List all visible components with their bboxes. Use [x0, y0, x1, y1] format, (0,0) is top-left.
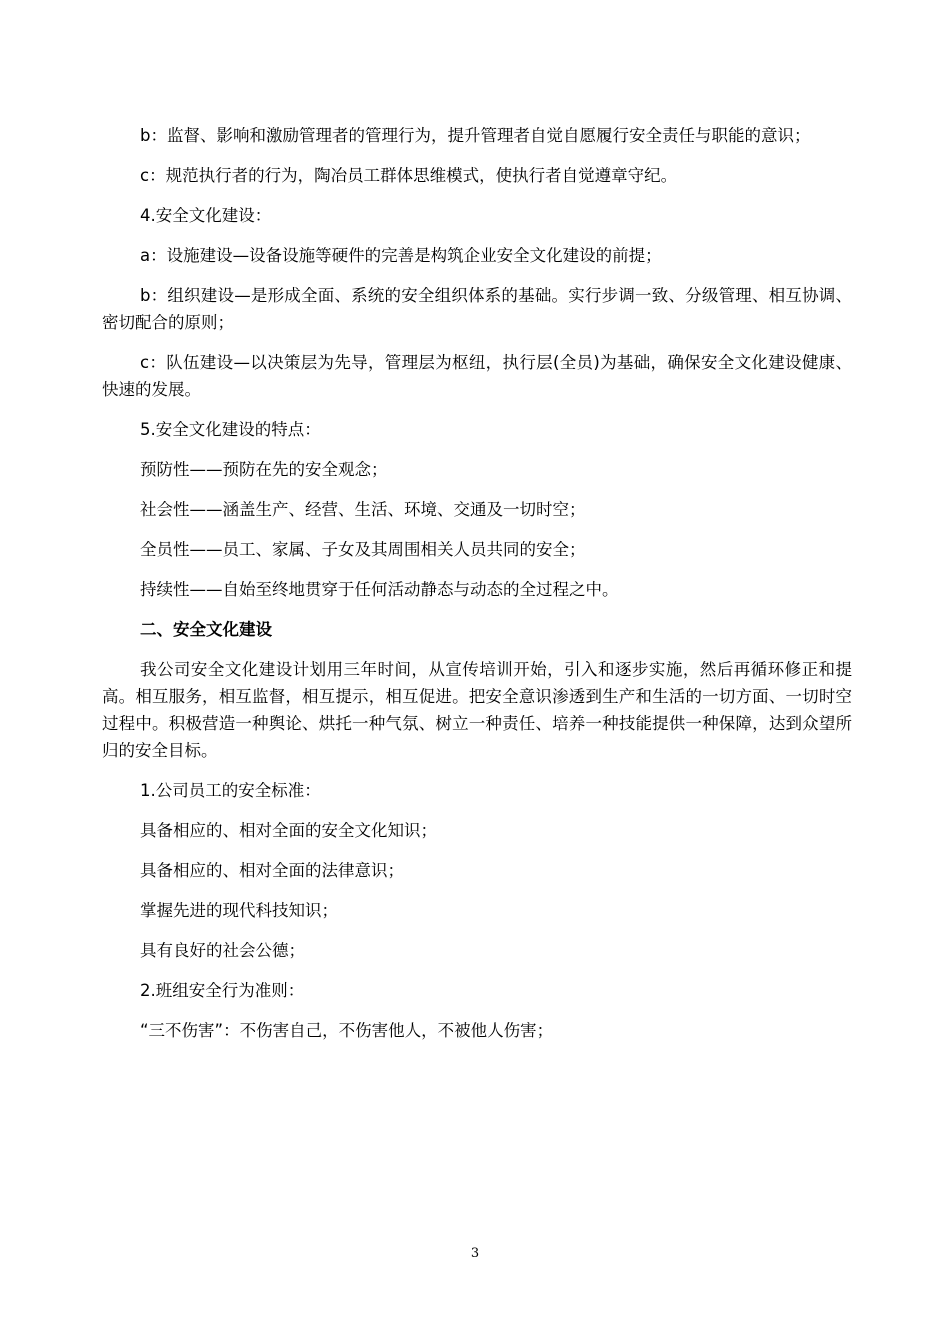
- paragraph-tech: 掌握先进的现代科技知识；: [140, 901, 338, 920]
- paragraph-knowledge: 具备相应的、相对全面的安全文化知识；: [140, 821, 437, 840]
- paragraph-c-regulate: c：规范执行者的行为，陶冶员工群体思维模式，使执行者自觉遵章守纪。: [140, 166, 678, 185]
- paragraph-b-supervise: b：监督、影响和激励管理者的管理行为，提升管理者自觉自愿履行安全责任与职能的意识；: [140, 126, 811, 145]
- paragraph-morality: 具有良好的社会公德；: [140, 941, 305, 960]
- paragraph-social: 社会性——涵盖生产、经营、生活、环境、交通及一切时空；: [140, 500, 586, 519]
- document-body: [102, 122, 852, 1057]
- paragraph-law: 具备相应的、相对全面的法律意识；: [140, 861, 404, 880]
- paragraph-three-no-harm: “三不伤害”：不伤害自己，不伤害他人，不被他人伤害；: [140, 1021, 554, 1040]
- paragraph-a-facility: a：设施建设—设备设施等硬件的完善是构筑企业安全文化建设的前提；: [140, 246, 662, 265]
- paragraph-continuity: 持续性——自始至终地贯穿于任何活动静态与动态的全过程之中。: [140, 580, 619, 599]
- paragraph-2-heading: 2.班组安全行为准则：: [140, 981, 305, 1000]
- paragraph-4-heading: 4.安全文化建设：: [140, 206, 272, 225]
- paragraph-prevention: 预防性——预防在先的安全观念；: [140, 460, 388, 479]
- paragraph-1-heading: 1.公司员工的安全标准：: [140, 781, 321, 800]
- section-heading: 二、安全文化建设: [140, 620, 272, 639]
- paragraph-5-heading: 5.安全文化建设的特点：: [140, 420, 321, 439]
- paragraph-c-team: c：队伍建设—以决策层为先导，管理层为枢纽，执行层(全员)为基础，确保安全文化建设健康、快速的发展。: [102, 353, 852, 399]
- page-number: 3: [470, 1246, 480, 1261]
- paragraph-plan: 我公司安全文化建设计划用三年时间，从宣传培训开始，引入和逐步实施，然后再循环修正和提高。相互服务，相互监督，相互提示，相互促进。把安全意识渗透到生产和生活的一切方面、一切时空过程中。积极营造一种舆论、烘托一种气氛、树立一种责任、培养一种技能提供一种保障，达到众望所归的安全目标。: [102, 660, 852, 760]
- paragraph-all-staff: 全员性——员工、家属、子女及其周围相关人员共同的安全；: [140, 540, 586, 559]
- paragraph-b-organization: b：组织建设—是形成全面、系统的安全组织体系的基础。实行步调一致、分级管理、相互协调、密切配合的原则；: [102, 286, 852, 332]
